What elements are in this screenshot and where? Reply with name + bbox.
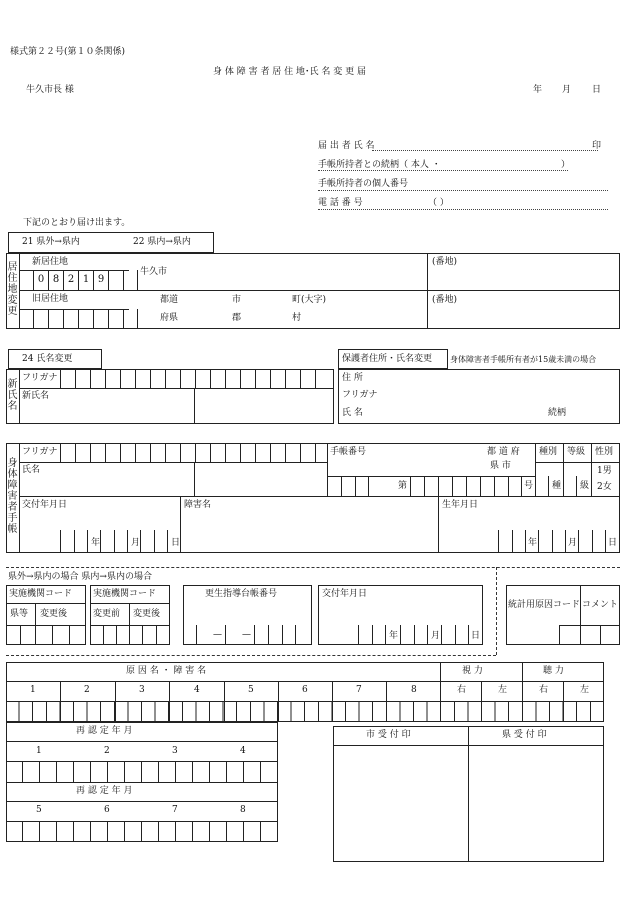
phone-label: 電 話 番 号	[318, 198, 363, 208]
date-month: 月	[562, 85, 572, 95]
date-day: 日	[592, 85, 602, 95]
old-residence-label: 旧居住地	[32, 294, 69, 304]
hb-issue-month-boxes[interactable]	[100, 530, 128, 553]
fuken-label: 府県	[160, 313, 179, 323]
hb-dai: 第	[398, 481, 408, 491]
hb-disability: 障害名	[184, 500, 212, 510]
form-number: 様式第２２号(第１０条関係)	[10, 47, 126, 57]
cause-col-4: 4	[194, 685, 200, 695]
hb-go: 号	[524, 481, 534, 491]
guardian-address: 住 所	[342, 373, 363, 383]
issue2-day-boxes[interactable]	[441, 625, 469, 645]
hearing-left: 左	[580, 685, 590, 695]
issue2-m: 月	[431, 631, 441, 641]
applicant-name-label: 届 出 者 氏 名	[318, 141, 375, 151]
guardian-relation: 続柄	[548, 408, 567, 418]
recert-title-1: 再 認 定 年 月	[76, 726, 133, 736]
vision-label: 視 力	[462, 666, 483, 676]
residence-side-label: 居 住 地 変 更	[7, 262, 18, 317]
hb-type: 種別	[539, 447, 558, 457]
recert-2: 2	[104, 746, 110, 756]
name-change-tab-label: 24 氏名変更	[22, 354, 73, 364]
city-stamp-label: 市 受 付 印	[366, 730, 411, 740]
ledger-dash-2: —	[242, 630, 251, 640]
relation-label: 手帳所持者との続柄（ 本人 ・	[318, 160, 441, 170]
hb-shu: 種	[552, 481, 562, 491]
hb-issue-date: 交付年月日	[22, 500, 68, 510]
guardian-tab-label: 保護者住所・氏名変更	[342, 354, 433, 364]
addressee: 牛久市長 様	[26, 85, 74, 95]
issue2-month-boxes[interactable]	[400, 625, 428, 645]
hb-sex: 性別	[595, 447, 614, 457]
phone-paren: （ ）	[428, 198, 449, 208]
hb-birth-month-boxes[interactable]	[538, 530, 566, 553]
son-label: 村	[292, 313, 302, 323]
guardian-note: 身体障害者手帳所有者が15歳未満の場合	[450, 355, 597, 364]
cause-col-6: 6	[302, 685, 308, 695]
gun-label: 郡	[232, 313, 242, 323]
cause-col-8: 8	[411, 685, 417, 695]
hearing-label: 聴 力	[543, 666, 564, 676]
issue2-d: 日	[471, 631, 481, 641]
cause-col-7: 7	[356, 685, 362, 695]
banchi-old: (番地)	[432, 295, 458, 305]
hb-todofu: 都 道 府	[487, 447, 520, 457]
dashed-divider-top	[6, 567, 620, 568]
guardian-name: 氏 名	[342, 408, 363, 418]
ledger-boxes[interactable]	[196, 625, 296, 645]
after2-label: 変更後	[133, 609, 161, 619]
hb-birth-m: 月	[568, 538, 578, 548]
furigana-boxes[interactable]	[60, 369, 330, 388]
dashed-divider-v	[496, 567, 497, 655]
cause-col-3: 3	[139, 685, 145, 695]
hb-male[interactable]: 1男	[597, 466, 612, 476]
recert-8: 8	[240, 805, 246, 815]
hb-birth-date: 生年月日	[442, 500, 479, 510]
hb-birth-y: 年	[528, 538, 538, 548]
hb-issue-day-boxes[interactable]	[140, 530, 168, 553]
cause-col-2: 2	[84, 685, 90, 695]
stat-label: 統計用原因コード	[508, 600, 581, 610]
city-name: 牛久市	[140, 267, 168, 277]
recert-boxes-b[interactable]	[6, 821, 278, 842]
recert-6: 6	[104, 805, 110, 815]
shi-label: 市	[232, 295, 242, 305]
hb-number-label: 手帳番号	[330, 447, 367, 457]
cause-header: 原 因 名 ・ 障 害 名	[126, 666, 207, 676]
tab-in-to-in[interactable]: 22 県内→県内	[133, 237, 191, 247]
issue2-year-boxes[interactable]	[358, 625, 386, 645]
recert-7: 7	[172, 805, 178, 815]
recert-4: 4	[240, 746, 246, 756]
date-year: 年	[533, 85, 543, 95]
agency2-label: 実施機関コード	[93, 589, 157, 599]
recert-3: 3	[172, 746, 178, 756]
personal-number-field[interactable]	[318, 190, 608, 191]
hb-issue-boxes[interactable]	[60, 530, 88, 553]
hb-issue-m: 月	[131, 538, 141, 548]
dashed-divider-bottom	[6, 655, 496, 656]
new-residence-label: 新居住地	[32, 257, 69, 267]
issue2-label: 交付年月日	[322, 589, 368, 599]
hb-issue-d: 日	[171, 538, 181, 548]
after1-label: 変更後	[40, 609, 68, 619]
hb-pref-boxes[interactable]	[327, 476, 369, 496]
hb-furigana-boxes[interactable]	[60, 443, 330, 462]
vision-left: 左	[498, 685, 508, 695]
hb-birth-year-boxes[interactable]	[498, 530, 526, 553]
new-name-label: 新氏名	[22, 391, 50, 401]
hb-kyu: 級	[580, 481, 590, 491]
form-title: 身 体 障 害 者 居 住 地･氏 名 変 更 届	[213, 67, 366, 77]
furigana-label: フリガナ	[22, 373, 58, 383]
before-label: 変更前	[93, 609, 121, 619]
personal-number-label: 手帳所持者の個人番号	[318, 179, 409, 189]
issue2-y: 年	[389, 631, 399, 641]
hb-issue-y: 年	[91, 538, 101, 548]
phone-field[interactable]	[318, 209, 608, 210]
name-change-side: 新 氏 名	[7, 379, 18, 412]
hearing-right: 右	[539, 685, 549, 695]
cause-col-1: 1	[30, 685, 36, 695]
stat-boxes[interactable]	[559, 625, 620, 645]
ledger-label: 更生指導台帳番号	[205, 589, 278, 599]
intro-text: 下記のとおり届け出ます。	[23, 218, 131, 228]
hb-grade: 等級	[567, 447, 586, 457]
recert-title-2: 再 認 定 年 月	[76, 786, 133, 796]
hb-kenshi: 県 市	[490, 461, 511, 471]
hb-female[interactable]: 2女	[597, 482, 612, 492]
seal-mark: 印	[592, 141, 602, 151]
guardian-table	[338, 369, 620, 424]
applicant-name-field[interactable]	[372, 150, 598, 151]
agency1-label: 実施機関コード	[9, 589, 73, 599]
comment-label: コメント	[582, 600, 619, 610]
pref-stamp-label: 県 受 付 印	[502, 730, 547, 740]
relation-close: ）	[561, 160, 571, 170]
recert-1: 1	[36, 746, 42, 756]
handbook-side: 身 体 障 害 者 手 帳	[7, 458, 18, 535]
banchi-new: (番地)	[432, 257, 458, 267]
recert-boxes-a[interactable]	[6, 761, 278, 782]
pref-label: 県等	[10, 609, 29, 619]
agency1-boxes[interactable]	[6, 625, 85, 645]
cho-label: 町(大字)	[292, 295, 327, 305]
cause-col-5: 5	[248, 685, 254, 695]
hb-birth-day-boxes[interactable]	[578, 530, 606, 553]
admin-caption: 県外→県内の場合 県内→県内の場合	[8, 572, 152, 582]
postal-code-boxes[interactable]: 0 8 2 1 9	[19, 270, 138, 290]
todo-label: 都道	[160, 295, 179, 305]
ledger-dash-1: —	[213, 630, 222, 640]
old-postal-boxes[interactable]	[19, 309, 138, 329]
cause-entry-boxes[interactable]	[6, 701, 604, 722]
relation-field[interactable]	[318, 170, 568, 171]
hb-name-label: 氏名	[22, 465, 41, 475]
hb-birth-d: 日	[608, 538, 618, 548]
agency2-boxes[interactable]	[90, 625, 170, 645]
hb-number-boxes[interactable]	[410, 476, 522, 496]
tab-out-to-in[interactable]: 21 県外→県内	[22, 237, 80, 247]
guardian-furigana: フリガナ	[342, 390, 378, 400]
vision-right: 右	[457, 685, 467, 695]
recert-5: 5	[36, 805, 42, 815]
hb-furigana-label: フリガナ	[22, 447, 58, 457]
